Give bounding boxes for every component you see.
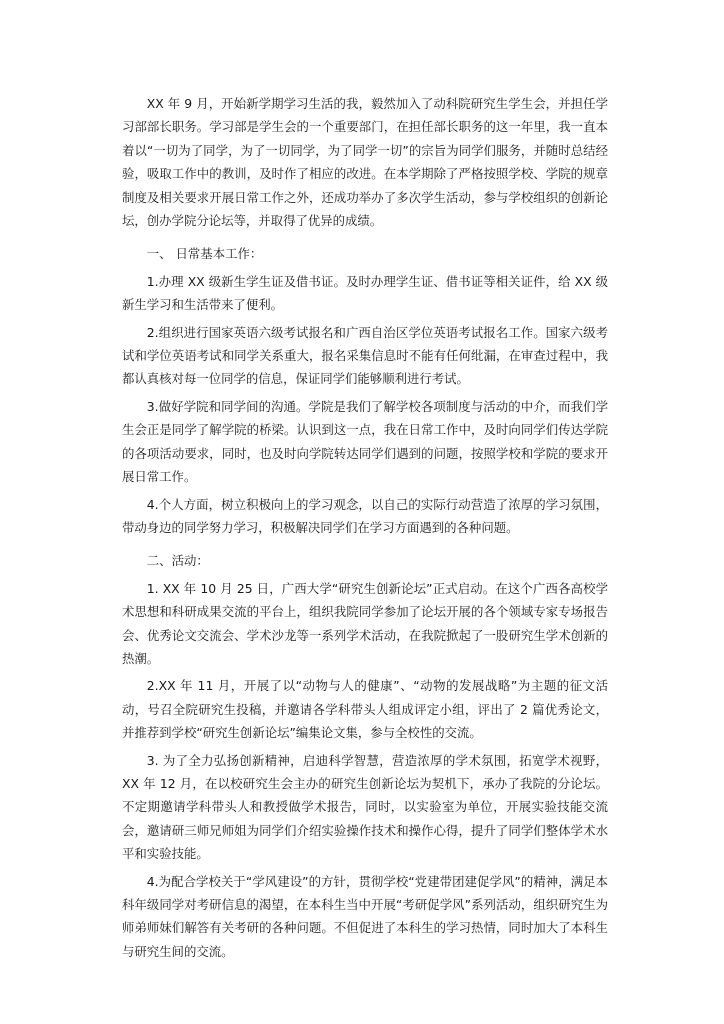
- list-item: 1. XX 年 10 月 25 日，广西大学“研究生创新论坛”正式启动。在这个广西各高校学术思想和科研成果交流的平台上，组织我院同学参加了论坛开展的各个领域专家专场报告会、优秀论文交流会、学术沙龙等一系列学术活动，在我院掀起了一股研究生学术创新的热潮。: [122, 580, 608, 666]
- list-item: 1.办理 XX 级新生学生证及借书证。及时办理学生证、借书证等相关证件，给 XX 级新生学习和生活带来了便利。: [122, 273, 608, 313]
- list-item: 4.为配合学校关于“学风建设”的方针，贯彻学校“党建带团建促学风”的精神，满足本科年级同学对考研信息的渴望，在本科生当中开展“考研促学风”系列活动，组织研究生为师弟师妹们解答有关考研的各种问题。不但促进了本科生的学习热情，同时加大了本科生与研究生间的交流。: [122, 873, 608, 959]
- list-item: 4.个人方面，树立积极向上的学习观念，以自己的实际行动营造了浓厚的学习氛围，带动身边的同学努力学习，积极解决同学们在学习方面遇到的各种问题。: [122, 496, 608, 535]
- list-item: 2.XX 年 11 月，开展了以“动物与人的健康”、“动物的发展战略”为主题的征文活动，号召全院研究生投稿，并邀请各学科带头人组成评定小组，评出了 2 篇优秀论文，并推荐到学校“研究生创新论坛”编集论文集，参与全校性的交流。: [122, 678, 608, 741]
- list-item: 3. 为了全力弘扬创新精神，启迪科学智慧，营造浓厚的学术氛围，拓宽学术视野，XX 年 12 月，在以校研究生会主办的研究生创新论坛为契机下，承办了我院的分论坛。不定期邀请学科带头人和教授做学术报告，同时，以实验室为单位，开展实验技能交流会，邀请研三师兄师姐为同学们介绍实验操作技术和操作心得，提升了同学们整体学术水平和实验技能。: [122, 752, 608, 862]
- section-heading-activities: 二、活动：: [146, 553, 209, 569]
- intro-paragraph: XX 年 9 月，开始新学期学习生活的我，毅然加入了动科院研究生学生会，并担任学习部部长职务。学习部是学生会的一个重要部门，在担任部长职务的这一年里，我一直本着以“一切为了同学，为了一切同学，为了同学一切”的宗旨为同学们服务，并随时总结经验，吸取工作中的教训，及时作了相应的改进。在本学期除了严格按照学校、学院的规章制度及相关要求开展日常工作之外，还成功举办了多次学生活动，参与学校组织的创新论坛，创办学院分论坛等，并取得了优异的成绩。: [122, 96, 608, 229]
- list-item: 2.组织进行国家英语六级考试报名和广西自治区学位英语考试报名工作。国家六级考试和学位英语考试和同学关系重大，报名采集信息时不能有任何纰漏，在审查过程中，我都认真核对每一位同学的信息，保证同学们能够顺利进行考试。: [122, 324, 608, 387]
- section-heading-daily-work: 一、 日常基本工作：: [146, 246, 263, 262]
- list-item: 3.做好学院和同学间的沟通。学院是我们了解学校各项制度与活动的中介，而我们学生会正是同学了解学院的桥梁。认识到这一点，我在日常工作中，及时向同学们传达学院的各项活动要求，同时，也及时向学院转达同学们遇到的问题，按照学校和学院的要求开展日常工作。: [122, 398, 608, 485]
- document-body: [122, 92, 608, 963]
